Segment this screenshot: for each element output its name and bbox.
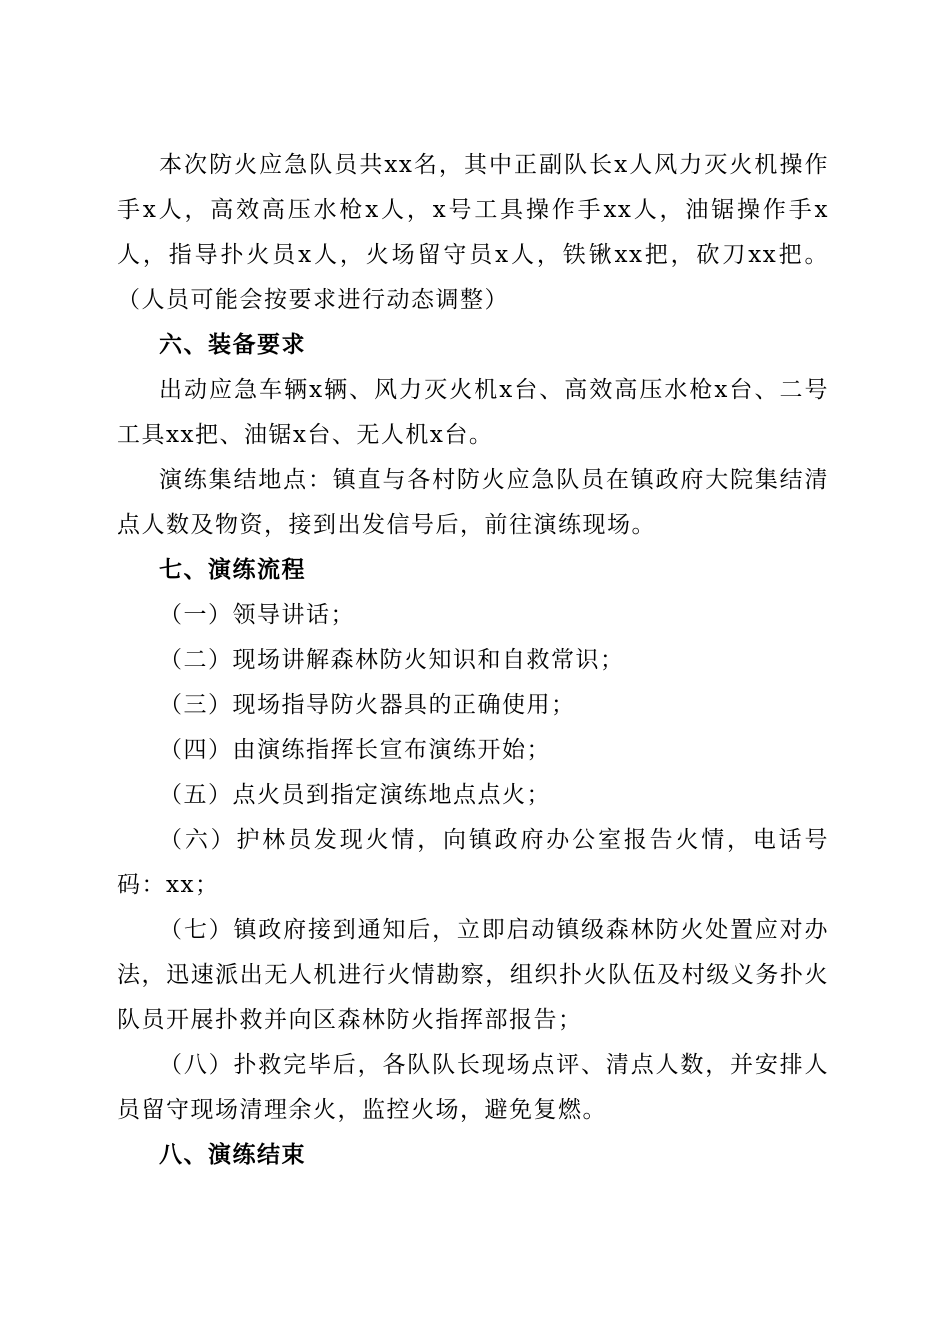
process-item: （四）由演练指挥长宣布演练开始； <box>159 737 551 763</box>
section-heading-drill-end: 八、演练结束 <box>159 1142 306 1168</box>
process-item: （一）领导讲话； <box>159 602 355 628</box>
section-heading-equipment: 六、装备要求 <box>159 332 306 358</box>
document-body <box>117 143 829 1178</box>
assembly-paragraph: 演练集结地点：镇直与各村防火应急队员在镇政府大院集结清点人数及物资，接到出发信号后，前往演练现场。 <box>117 467 829 538</box>
process-item: （五）点火员到指定演练地点点火； <box>159 782 551 808</box>
equipment-paragraph: 出动应急车辆x辆、风力灭火机x台、高效高压水枪x台、二号工具xx把、油锯x台、无人机x台。 <box>117 377 829 448</box>
section-heading-drill-process: 七、演练流程 <box>159 557 306 583</box>
intro-paragraph: 本次防火应急队员共xx名，其中正副队长x人风力灭火机操作手x人，高效高压水枪x人，x号工具操作手xx人，油锯操作手x人，指导扑火员x人，火场留守员x人，铁锹xx把，砍刀xx把。（人员可能会按要求进行动态调整） <box>117 152 829 313</box>
process-item: （七）镇政府接到通知后，立即启动镇级森林防火处置应对办法，迅速派出无人机进行火情勘察，组织扑火队伍及村级义务扑火队员开展扑救并向区森林防火指挥部报告； <box>117 917 829 1033</box>
process-item: （八）扑救完毕后，各队队长现场点评、清点人数，并安排人员留守现场清理余火，监控火场，避免复燃。 <box>117 1052 829 1123</box>
process-item: （六）护林员发现火情，向镇政府办公室报告火情，电话号码：xx； <box>117 827 829 898</box>
process-item: （二）现场讲解森林防火知识和自救常识； <box>159 647 625 673</box>
process-item: （三）现场指导防火器具的正确使用； <box>159 692 576 718</box>
